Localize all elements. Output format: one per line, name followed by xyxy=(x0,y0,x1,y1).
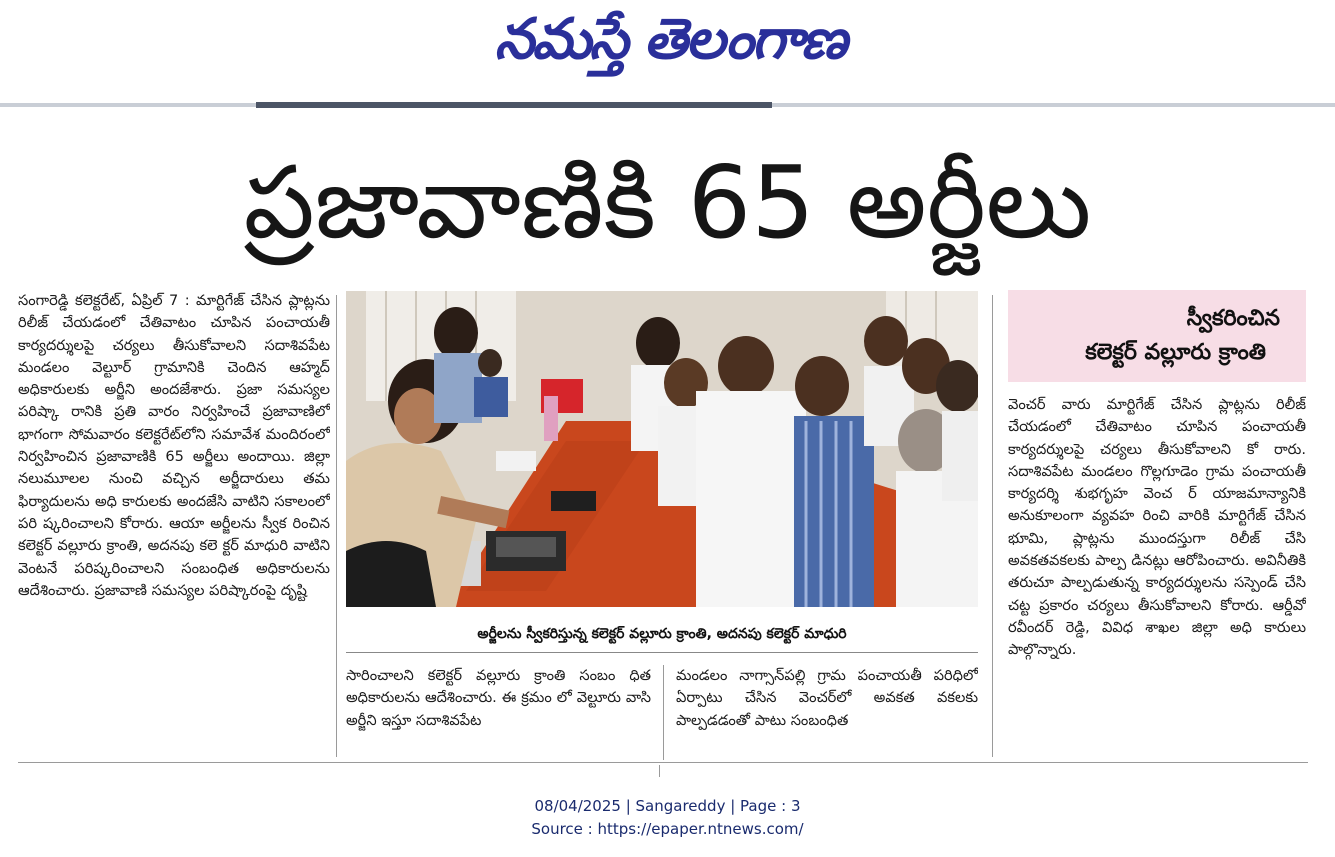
masthead-accent-bar xyxy=(256,102,772,108)
pull-quote-line-1: స్వీకరించిన xyxy=(1186,306,1280,331)
article-column-left: సంగారెడ్డి కలెక్టరేట్, ఏప్రిల్ 7 : మార్టిగేజ్ చేసిన ప్లాట్లను రిలీజ్ చేయడంలో చేతివాటం చూపిన పంచాయతీ కార్యదర్శులపై చర్యలు తీసుకోవాలని సదాశివపేట మండలం వెల్టూర్ గ్రామానికి చెందిన ఆహ్మద్ అధికారులకు అర్జీని అందజేశారు. ప్రజా సమస్యల పరిష్కా రానికి ప్రతి వారం నిర్వహించే ప్రజావాణిలో భాగంగా సోమవారం కలెక్టరేట్‌లోని సమావేశ మందిరంలో నిర్వహించిన ప్రజావాణికి 65 అర్జీలు అందాయి. జిల్లా నలుమూలల నుంచి వచ్చిన అర్జీదారులు తమ ఫిర్యాదులను అధి కారులకు అందజేసి వాటిని సకాలంలో పరి ష్కరించాలని కోరారు. ఆయా అర్జీలను స్వీక రించిన కలెక్టర్ వల్లూరు క్రాంతి, అదనపు కలె క్టర్ మాధురి వాటిని వెంటనే పరిష్కరించాలని సంబంధిత అధికారులను ఆదేశించారు. ప్రజావాణి సమస్యల పరిష్కారంపై దృష్టి xyxy=(18,292,330,599)
newspaper-logo: నమస్తే తెలంగాణ xyxy=(494,7,846,72)
page-bottom-rule xyxy=(18,762,1308,763)
photo-caption: అర్జీలను స్వీకరిస్తున్న కలెక్టర్ వల్లూరు క్రాంతి, అదనపు కలెక్టర్ మాధురి xyxy=(477,626,847,642)
masthead xyxy=(0,0,1335,100)
caption-divider xyxy=(346,652,978,653)
pull-quote-line-2: కలెక్టర్ వల్లూరు క్రాంతి xyxy=(1085,340,1266,365)
pull-quote xyxy=(1008,290,1306,382)
article-column-middle-2: మండలం నాగ్సాన్‌పల్లి గ్రామ పంచాయతీ పరిధిలో ఏర్పాటు చేసిన వెంచర్‌లో అవకత వకలకు పాల్పడడంతో పాటు సంబంధిత xyxy=(676,667,978,729)
column-divider xyxy=(663,665,664,760)
page-bottom-tick xyxy=(659,765,660,777)
column-divider xyxy=(336,295,337,757)
column-divider xyxy=(992,295,993,757)
article-column-right: వెంచర్ వారు మార్టిగేజ్ చేసిన ప్లాట్లను రిలీజ్ చేయడంలో చేతివాటం చూపిన పంచాయతీ కార్యదర్శులపై చర్యలు తీసుకోవాలని కో రారు. సదాశివపేట మండలం గొల్లగూడెం గ్రామ పంచాయతీ కార్యదర్శి శుభగృహ వెంచ ర్ యాజమాన్యానికి అనుకూలంగా వ్యవహ రించి వారికి మార్టిగేజ్ చేసిన భూమి, ప్లాట్లను ముందస్తుగా రిలీజ్ చేసి అవకతవకలకు పాల్ప డినట్లు ఆరోపించారు. అవినీతికి తరుచూ పాల్పడుతున్న కార్యదర్శులను సస్పెండ్ చేసి చట్ట ప్రకారం చర్యలు తీసుకోవాలని కోరారు. ఆర్డీవో రవీందర్ రెడ్డి, వివిధ శాఖల జిల్లా అధి కారులు పాల్గొన్నారు. xyxy=(1008,396,1306,659)
edition-info: 08/04/2025 | Sangareddy | Page : 3 xyxy=(534,797,801,815)
article-photo xyxy=(346,291,978,607)
article-column-middle-1: సారించాలని కలెక్టర్ వల్లూరు క్రాంతి సంబం ధిత అధికారులను ఆదేశించారు. ఈ క్రమం లో వెల్టూరు వాసి అర్జీని ఇస్తూ సదాశివపేట xyxy=(346,667,651,729)
source-link[interactable]: Source : https://epaper.ntnews.com/ xyxy=(531,820,804,838)
article-headline: ప్రజావాణికి 65 అర్జీలు xyxy=(243,144,1092,261)
meeting-photo-illustration xyxy=(346,291,978,607)
